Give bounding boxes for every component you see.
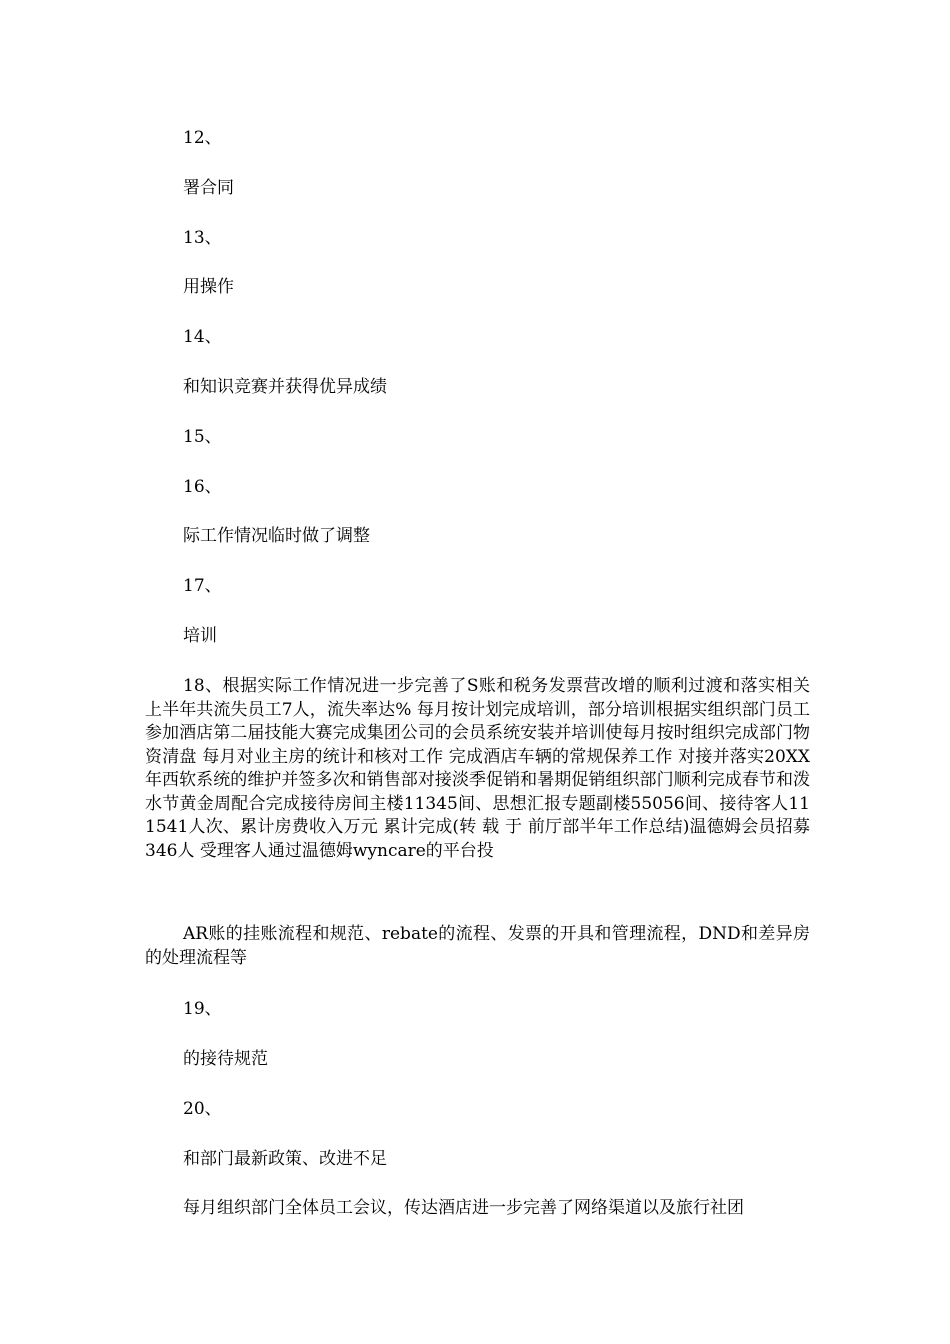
paragraph-monthly-meeting: 每月组织部门全体员工会议，传达酒店进一步完善了网络渠道以及旅行社团: [183, 1198, 744, 1218]
item-number-15: 15、: [183, 427, 222, 447]
item-number-16: 16、: [183, 477, 222, 497]
item-text-competition: 和知识竞赛并获得优异成绩: [183, 377, 387, 397]
item-number-12: 12、: [183, 128, 222, 148]
item-number-20: 20、: [183, 1099, 222, 1119]
item-text-contract: 署合同: [183, 178, 234, 198]
paragraph-18: 18、根据实际工作情况进一步完善了S账和税务发票营改增的顺利过渡和落实相关上半年共流失员工7人，流失率达% 每月按计划完成培训，部分培训根据实组织部门员工参加酒店第二届技能大赛完成集团公司的会员系统安装并培训使每月按时组织完成部门物资清盘 每月对业主房的统计和核对工作 完成酒店车辆的常规保养工作 对接并落实20XX年西软系统的维护并签多次和销售部对接淡季促销和暑期促销组织部门顺利完成春节和泼水节黄金周配合完成接待房间主楼11345间、思想汇报专题副楼55056间、接待客人111541人次、累计房费收入万元 累计完成(转 载 于 前厅部半年工作总结)温德姆会员招募346人 受理客人通过温德姆wyncare的平台投: [145, 676, 810, 861]
item-text-training: 培训: [183, 626, 217, 646]
item-number-19: 19、: [183, 999, 222, 1019]
item-text-operation: 用操作: [183, 277, 234, 297]
item-text-policy: 和部门最新政策、改进不足: [183, 1149, 387, 1169]
item-number-14: 14、: [183, 327, 222, 347]
paragraph-ar-process: AR账的挂账流程和规范、rebate的流程、发票的开具和管理流程，DND和差异房的处理流程等: [145, 924, 810, 968]
item-number-17: 17、: [183, 576, 222, 596]
item-text-reception: 的接待规范: [183, 1049, 268, 1069]
item-text-adjustment: 际工作情况临时做了调整: [183, 526, 370, 546]
item-number-13: 13、: [183, 228, 222, 248]
